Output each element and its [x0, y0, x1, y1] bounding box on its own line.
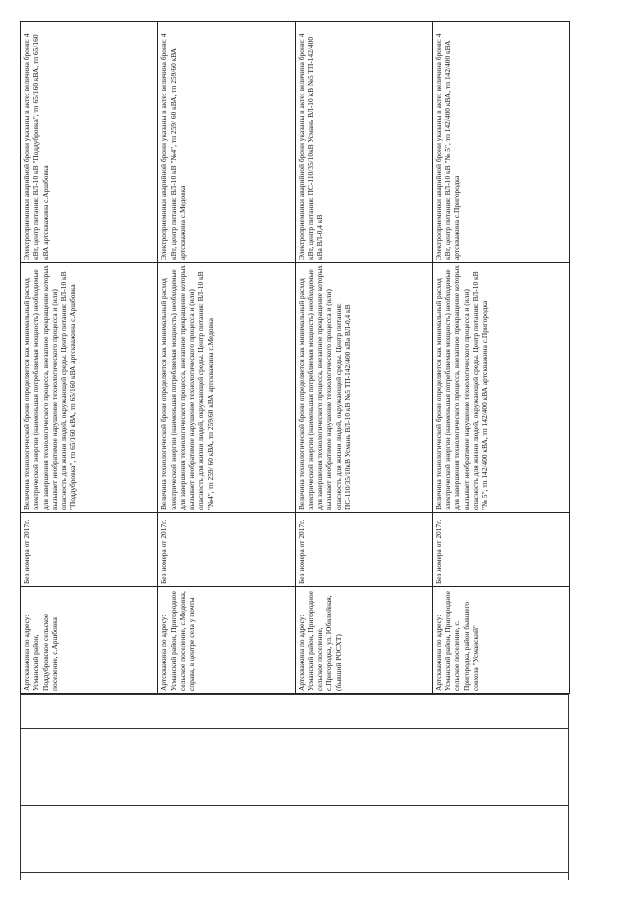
- reservation-table: [20, 21, 570, 694]
- empty-row-line: [20, 872, 568, 873]
- cell-tech-reserve: Величина технологической брони определяется как минимальный расход электрической энергии (наименьшая потребляемая мощность) необходимые для завершения технологического процесса, внезапное прекращение которых вызывает необратимое нарушение технологического процесса и (или) опасность для жизни людей, окружающей среды. Центр питания: ВЛ-10 кВ "№ 5", тп 142/400 кВА, тп 142/400 кВА артскважина с.Пригородка: [432, 263, 569, 513]
- cell-address: Артскважина по адресу: Усманский район, Пригородное сельское поселение, с.Медовка, справа, в центре села у почты: [158, 587, 295, 694]
- cell-emergency-reserve: Электроприемники аварийной брони указаны в акте: величина брони: 4 кВт, центр питания: ВЛ-10 кВ "Поддубровка", тп 65/160 кВА, тп 65/160 кВА артскважина с.Аршбовка: [21, 22, 158, 263]
- empty-table-left-border: [20, 694, 21, 880]
- cell-number: Без номера от 2017г.: [158, 513, 295, 587]
- cell-address: Артскважина по адресу: Усманский район, Пригородное сельское поселение, с.Пригородка, ул. Юбилейная, (бывший РОСХТ): [295, 587, 432, 694]
- cell-number: Без номера от 2017г.: [21, 513, 158, 587]
- empty-row-line: [20, 805, 568, 806]
- cell-emergency-reserve: Электроприемники аварийной брони указаны в акте: величина брони: 4 кВт, центр питания: ВЛ-10 кВ "№4", тп 259/ 60 кВА, тп 259/60 кВА артскважина с.Медовка: [158, 22, 295, 263]
- cell-number: Без номера от 2017г.: [432, 513, 569, 587]
- cell-tech-reserve: Величина технологической брони определяется как минимальный расход электрической энергии (наименьшая потребляемая мощность) необходимые для завершения технологического процесса, внезапное прекращение которых вызывает необратимое нарушение технологического процесса и (или) опасность для жизни людей, окружающей среды. Центр питания: ПС-110/35/10кВ Усмань ВЛ-10 кВ №5 ТП-142/400 кВа ВЛ-0,4 кВ: [295, 263, 432, 513]
- table-row: [295, 22, 432, 694]
- cell-address: Артскважина по адресу: Усманский район, Поддубровское сельское поселение, с.Аршбовка: [21, 587, 158, 694]
- cell-number: Без номера от 2017г.: [295, 513, 432, 587]
- rotated-table-container: [20, 22, 570, 694]
- cell-address: Артскважина по адресу: Усманский район, Пригородное сельское поселение, с. Пригородка, район бывшего совхоза "Усманский": [432, 587, 569, 694]
- empty-row-line: [20, 728, 568, 729]
- cell-tech-reserve: Величина технологической брони определяется как минимальный расход электрической энергии (наименьшая потребляемая мощность) необходимые для завершения технологического процесса, внезапное прекращение которых вызывает необратимое нарушение технологического процесса и (или) опасность для жизни людей, окружающей среды. Центр питания: ВЛ-10 кВ "Поддубровка", тп 65/160 кВА, тп 65/160 кВА артскважина с.Аршбовка: [21, 263, 158, 513]
- table-bottom-line: [20, 694, 568, 695]
- cell-tech-reserve: Величина технологической брони определяется как минимальный расход электрической энергии (наименьшая потребляемая мощность) необходимые для завершения технологического процесса, внезапное прекращение которых вызывает необратимое нарушение технологического процесса и (или) опасность для жизни людей, окружающей среды. Центр питания: ВЛ-10 кВ "№4", тп 259/ 60 кВА, тп 259/60 кВА артскважина с.Медовка: [158, 263, 295, 513]
- table-row: [21, 22, 158, 694]
- empty-table-right-border: [568, 694, 569, 880]
- cell-emergency-reserve: Электроприемники аварийной брони указаны в акте: величина брони: 4 кВт, центр питания: ВЛ-10 кВ "№ 5", тп 142/400 кВА, тп 142/400 кВА артскважина с.Пригородка: [432, 22, 569, 263]
- cell-emergency-reserve: Электроприемники аварийной брони указаны в акте: величина брони: 4 кВт, центр питания: ПС-110/35/10кВ Усмань ВЛ-10 кВ №5 ТП-142/400 кВа ВЛ-0,4 кВ: [295, 22, 432, 263]
- table-row: [432, 22, 569, 694]
- table-row: [158, 22, 295, 694]
